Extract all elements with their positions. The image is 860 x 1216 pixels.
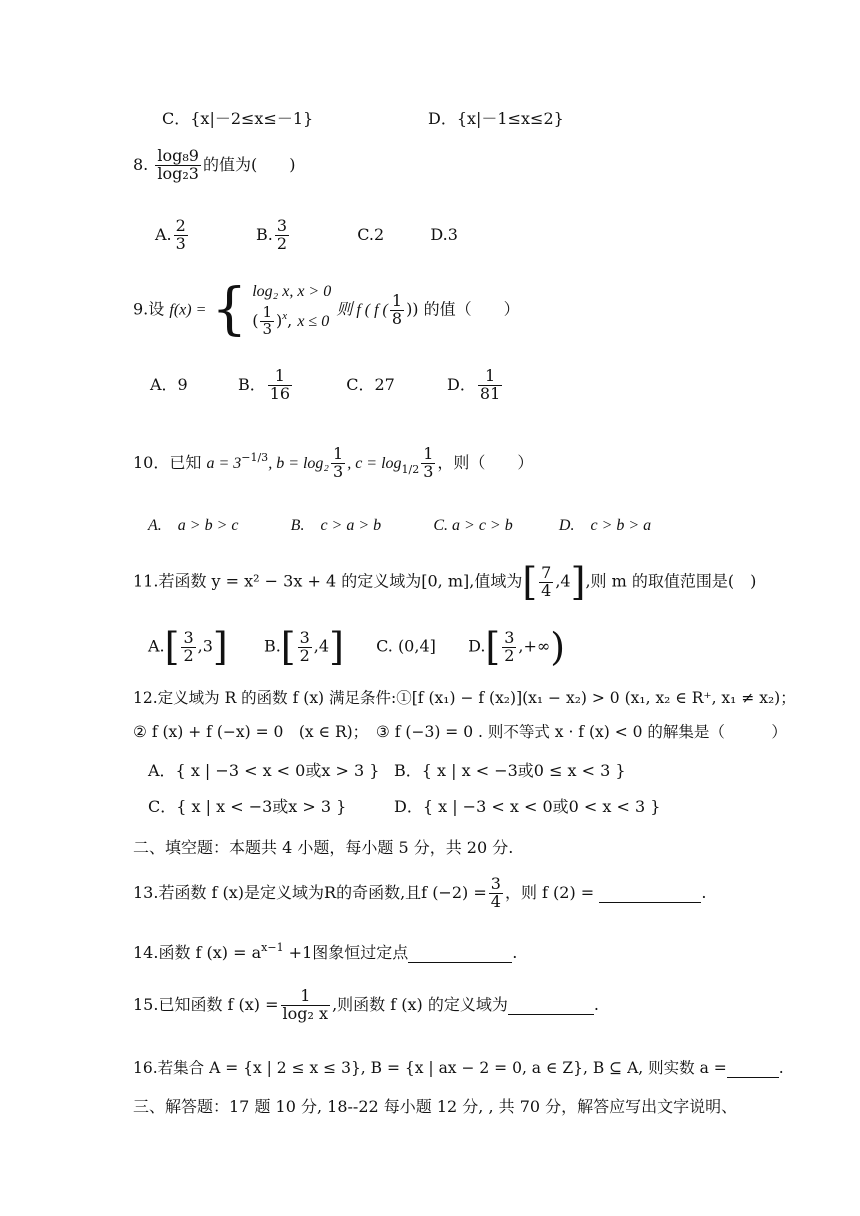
q9-prefix: 9.设 bbox=[133, 299, 165, 319]
q8-a-den: 3 bbox=[175, 233, 186, 253]
q9-case-2-cond: x ≤ 0 bbox=[297, 312, 330, 330]
section-3-heading: 三、解答题：17 题 10 分, 18--22 每小题 12 分, , 共 70 分，解答应写出文字说明、 bbox=[133, 1097, 738, 1116]
q15-tail: ,则函数 f (x) 的定义域为 bbox=[332, 994, 508, 1014]
q11-option-d: D. bbox=[468, 636, 486, 656]
q8-option-b-frac bbox=[275, 218, 289, 253]
q9-tail-frac bbox=[390, 290, 404, 328]
q13-answer-blank[interactable] bbox=[599, 883, 701, 903]
q10-prefix: 10．已知 bbox=[133, 452, 202, 472]
q16 bbox=[133, 1056, 784, 1078]
q12-option-c: C．{ x | x < −3或x > 3 } bbox=[148, 797, 347, 816]
q11-stem-1: 11.若函数 y = x² − 3x + 4 的定义域为 bbox=[133, 571, 422, 591]
q14-end: . bbox=[512, 943, 518, 962]
q12-option-d: D．{ x | −3 < x < 0或0 < x < 3 } bbox=[394, 797, 661, 816]
q12-line-2: ② f (x) + f (−x) = 0 (x ∈ R)； ③ f (−3) = 0 . 则不等式 x · f (x) < 0 的解集是（ ） bbox=[133, 723, 787, 741]
q9-tail: 则 f ( f ( bbox=[336, 301, 388, 319]
q10-a-exp: −1/3 bbox=[241, 450, 269, 464]
q8-option-a-label: A. bbox=[155, 224, 172, 244]
q10-option-c: C. a > c > b bbox=[433, 517, 513, 534]
q13 bbox=[133, 876, 706, 911]
q14-exp: x−1 bbox=[261, 941, 284, 954]
q13-end: . bbox=[701, 882, 707, 902]
q12-option-a: A．{ x | −3 < x < 0或x > 3 } bbox=[148, 761, 380, 780]
q8-stem bbox=[133, 148, 295, 183]
q9-tail-2: )) 的值（ ） bbox=[406, 299, 520, 319]
q11-stem-3: ,则 m 的取值范围是( ) bbox=[585, 571, 757, 591]
q14 bbox=[133, 940, 517, 963]
q10-option-b: B. c > a > b bbox=[290, 517, 382, 534]
q9-option-d: D． bbox=[447, 374, 476, 394]
q13-stem: 13.若函数 f (x)是定义域为R的奇函数,且f (−2) = bbox=[133, 882, 487, 902]
q15-stem: 15.已知函数 f (x) = bbox=[133, 994, 279, 1014]
q11-range-num: 7 bbox=[541, 562, 552, 582]
q8-option-a-frac bbox=[174, 218, 188, 253]
q7-option-c: C．{x|－2≤x≤－1} bbox=[162, 109, 314, 128]
q8-frac-num: log₈9 bbox=[157, 146, 199, 165]
q15 bbox=[133, 988, 599, 1023]
q9-option-b: B． bbox=[237, 374, 266, 394]
q10-suffix: ，则（ ） bbox=[437, 452, 534, 472]
q11-domain: [0, m] bbox=[421, 571, 470, 591]
q14-answer-blank[interactable] bbox=[408, 943, 512, 963]
q12-line-1: 12.定义域为 R 的函数 f (x) 满足条件:①[f (x₁) − f (x₂)](x₁ − x₂) > 0 (x₁, x₂ ∈ R⁺, x₁ ≠ x₂)； bbox=[133, 689, 796, 707]
q9-tail-num: 1 bbox=[391, 290, 403, 310]
q9-option-a: A．9 bbox=[150, 374, 188, 394]
q9-brace: { bbox=[211, 277, 248, 342]
q8-text: 的值为( ) bbox=[202, 154, 296, 174]
q11-option-c-val: (0,4] bbox=[397, 636, 436, 656]
section-2-heading: 二、填空题：本题共 4 小题，每小题 5 分，共 20 分. bbox=[133, 838, 514, 857]
q14-tail: +1图象恒过定点 bbox=[283, 943, 409, 962]
q10-c: , c = log bbox=[347, 454, 402, 472]
q11-options: A.[ $\frac{3}{2}$ ,3] B.[ $\frac{3}{2}$ ,4] C. (0,4] D.[ $\frac{3}{2}$ ,+∞) bbox=[148, 625, 566, 669]
q9-b-den: 16 bbox=[269, 383, 291, 403]
q8-fraction bbox=[155, 148, 201, 183]
q13-den: 4 bbox=[490, 891, 501, 911]
q11-option-c: C. bbox=[376, 636, 393, 656]
q8-option-c: C.2 bbox=[357, 224, 385, 244]
q9-options bbox=[150, 368, 504, 403]
q12-option-b: B．{ x | x < −3或0 ≤ x < 3 } bbox=[394, 761, 626, 780]
q8-option-d: D.3 bbox=[430, 224, 458, 244]
q16-answer-blank[interactable] bbox=[727, 1059, 779, 1078]
q9-option-c: C．27 bbox=[346, 374, 395, 394]
q9-case-1: log₂ x, x > 0 bbox=[252, 282, 332, 300]
q9-d-den: 81 bbox=[479, 383, 501, 403]
q16-stem: 16.若集合 A = {x | 2 ≤ x ≤ 3}, B = {x | ax − 2 = 0, a ∈ Z}, B ⊆ A, 则实数 a = bbox=[133, 1059, 727, 1077]
q8-b-num: 3 bbox=[276, 216, 288, 235]
q9-cases bbox=[252, 283, 331, 338]
q8-option-b-label: B. bbox=[256, 224, 273, 244]
q13-tail: ，则 f (2) = bbox=[504, 882, 595, 902]
q9-fx: f(x) = bbox=[169, 301, 207, 319]
q8-a-num: 2 bbox=[175, 216, 186, 235]
q7-option-d: D．{x|－1≤x≤2} bbox=[428, 109, 564, 128]
q16-end: . bbox=[778, 1059, 784, 1077]
q11-stem: 11.若函数 y = x² − 3x + 4 的定义域为[0, m],值域为[ $\frac{7}{4}$ ,4],则 m 的取值范围是( ) bbox=[133, 560, 757, 604]
q9-b-num: 1 bbox=[268, 368, 292, 386]
q15-den: log₂ x bbox=[282, 1003, 329, 1023]
q15-answer-blank[interactable] bbox=[508, 995, 594, 1015]
q11-range-den: 4 bbox=[541, 580, 552, 600]
q9-stem bbox=[133, 277, 520, 342]
q8-number: 8. bbox=[133, 154, 149, 174]
q9-d-num: 1 bbox=[478, 368, 502, 386]
q15-end: . bbox=[593, 994, 599, 1014]
q10-option-d: D. c > b > a bbox=[558, 517, 652, 534]
q11-option-b: B. bbox=[263, 636, 281, 656]
q9-case-2: ( $\frac{1}{3}$ )$^x$, x ≤ 0 bbox=[252, 302, 330, 338]
q10-b: , b = log₂ bbox=[268, 454, 329, 472]
q10-c-sub: 1/2 bbox=[401, 462, 420, 476]
q10-option-a: A. a > b > c bbox=[148, 517, 239, 534]
q11-option-d-tail: ,+∞ bbox=[518, 636, 551, 656]
q10-options bbox=[148, 512, 651, 535]
q15-num: 1 bbox=[281, 988, 331, 1006]
q9-tail-den: 8 bbox=[391, 308, 403, 328]
q11-option-a: A. bbox=[148, 636, 165, 656]
q13-num: 3 bbox=[490, 874, 501, 893]
q11-range-tail: ,4 bbox=[555, 571, 571, 591]
q8-b-den: 2 bbox=[276, 233, 288, 253]
q11-stem-2: ,值域为 bbox=[469, 571, 523, 591]
q8-frac-den: log₂3 bbox=[157, 163, 199, 183]
q8-options bbox=[155, 218, 458, 253]
q14-stem: 14.函数 f (x) = a bbox=[133, 943, 262, 962]
q10-stem: 10．已知 $a = 3^{-1/3}$, b = log₂ $\frac{1}{3}$ , $c = \log_{1/2}$ $\frac{1}{3}$ ，则（ ） bbox=[133, 444, 534, 481]
q10-a: a = 3 bbox=[206, 454, 242, 472]
